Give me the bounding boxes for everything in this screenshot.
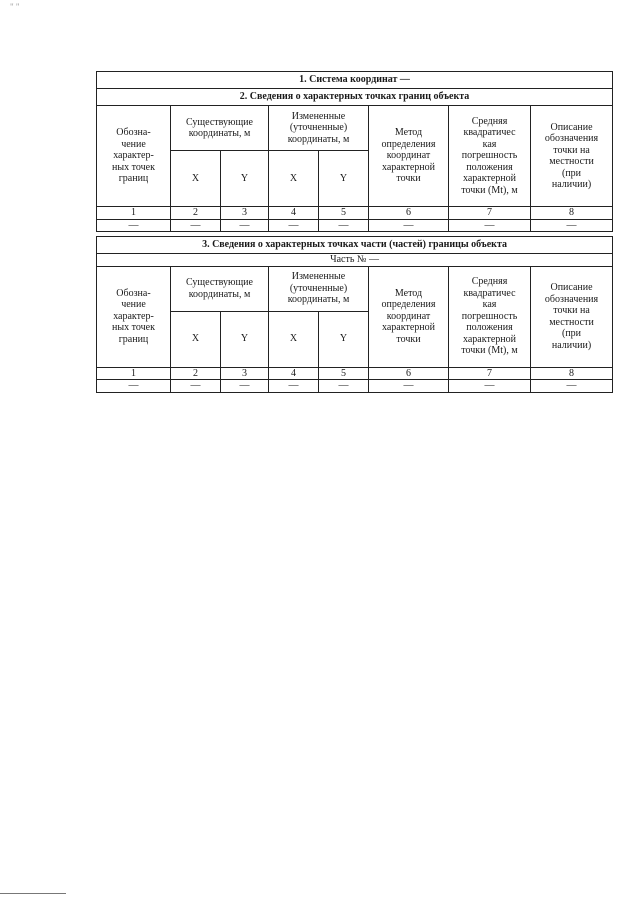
col-number: 2 (171, 207, 221, 220)
col-number: 2 (171, 367, 221, 380)
section-2-table (96, 71, 613, 232)
table-row (97, 367, 613, 380)
cell-dash: — (369, 380, 449, 393)
col-number: 4 (269, 207, 319, 220)
document-table-area (96, 71, 612, 393)
cell-dash: — (449, 219, 531, 232)
header-y-changed: Y (319, 151, 369, 207)
col-number: 5 (319, 207, 369, 220)
col-number: 3 (221, 367, 269, 380)
cell-dash: — (369, 219, 449, 232)
cell-dash: — (171, 219, 221, 232)
cell-dash: — (269, 380, 319, 393)
header-description: Описание обозначения точки на местности (при наличии) (531, 266, 613, 367)
header-changed-coords: Измененные (уточненные) координаты, м (269, 266, 369, 311)
cell-dash: — (221, 380, 269, 393)
cell-dash: — (319, 219, 369, 232)
col-number: 4 (269, 367, 319, 380)
table-row (97, 380, 613, 393)
header-x-changed: X (269, 151, 319, 207)
header-x-existing: X (171, 311, 221, 367)
cell-dash: — (171, 380, 221, 393)
header-description: Описание обозначения точки на местности (при наличии) (531, 106, 613, 207)
header-point-designation: Обозна- чение характер- ных точек границ (97, 106, 171, 207)
header-method: Метод определения координат характерной точки (369, 266, 449, 367)
cell-dash: — (269, 219, 319, 232)
col-number: 1 (97, 207, 171, 220)
header-changed-coords: Измененные (уточненные) координаты, м (269, 106, 369, 151)
col-number: 6 (369, 367, 449, 380)
scan-edge-line (0, 893, 66, 894)
col-number: 7 (449, 367, 531, 380)
col-number: 6 (369, 207, 449, 220)
header-x-existing: X (171, 151, 221, 207)
header-error: Средняя квадратичес кая погрешность положения характерной точки (Mt), м (449, 106, 531, 207)
col-number: 3 (221, 207, 269, 220)
table-row (97, 219, 613, 232)
section-2-title: 2. Сведения о характерных точках границ объекта (97, 89, 613, 106)
section-3-title: 3. Сведения о характерных точках части (частей) границы объекта (97, 237, 613, 254)
cell-dash: — (449, 380, 531, 393)
col-number: 7 (449, 207, 531, 220)
header-y-existing: Y (221, 151, 269, 207)
section-3-table (96, 236, 613, 393)
header-existing-coords: Существующие координаты, м (171, 266, 269, 311)
col-number: 8 (531, 207, 613, 220)
col-number: 8 (531, 367, 613, 380)
col-number: 1 (97, 367, 171, 380)
section-1-title: 1. Система координат — (97, 72, 613, 89)
cell-dash: — (531, 380, 613, 393)
part-label: Часть № — (97, 254, 613, 267)
header-y-existing: Y (221, 311, 269, 367)
table-row (97, 207, 613, 220)
scan-smudge: " " (10, 2, 20, 12)
header-point-designation: Обозна- чение характер- ных точек границ (97, 266, 171, 367)
cell-dash: — (221, 219, 269, 232)
cell-dash: — (97, 380, 171, 393)
cell-dash: — (319, 380, 369, 393)
header-x-changed: X (269, 311, 319, 367)
header-y-changed: Y (319, 311, 369, 367)
cell-dash: — (97, 219, 171, 232)
header-method: Метод определения координат характерной точки (369, 106, 449, 207)
header-existing-coords: Существующие координаты, м (171, 106, 269, 151)
header-error: Средняя квадратичес кая погрешность положения характерной точки (Mt), м (449, 266, 531, 367)
cell-dash: — (531, 219, 613, 232)
col-number: 5 (319, 367, 369, 380)
